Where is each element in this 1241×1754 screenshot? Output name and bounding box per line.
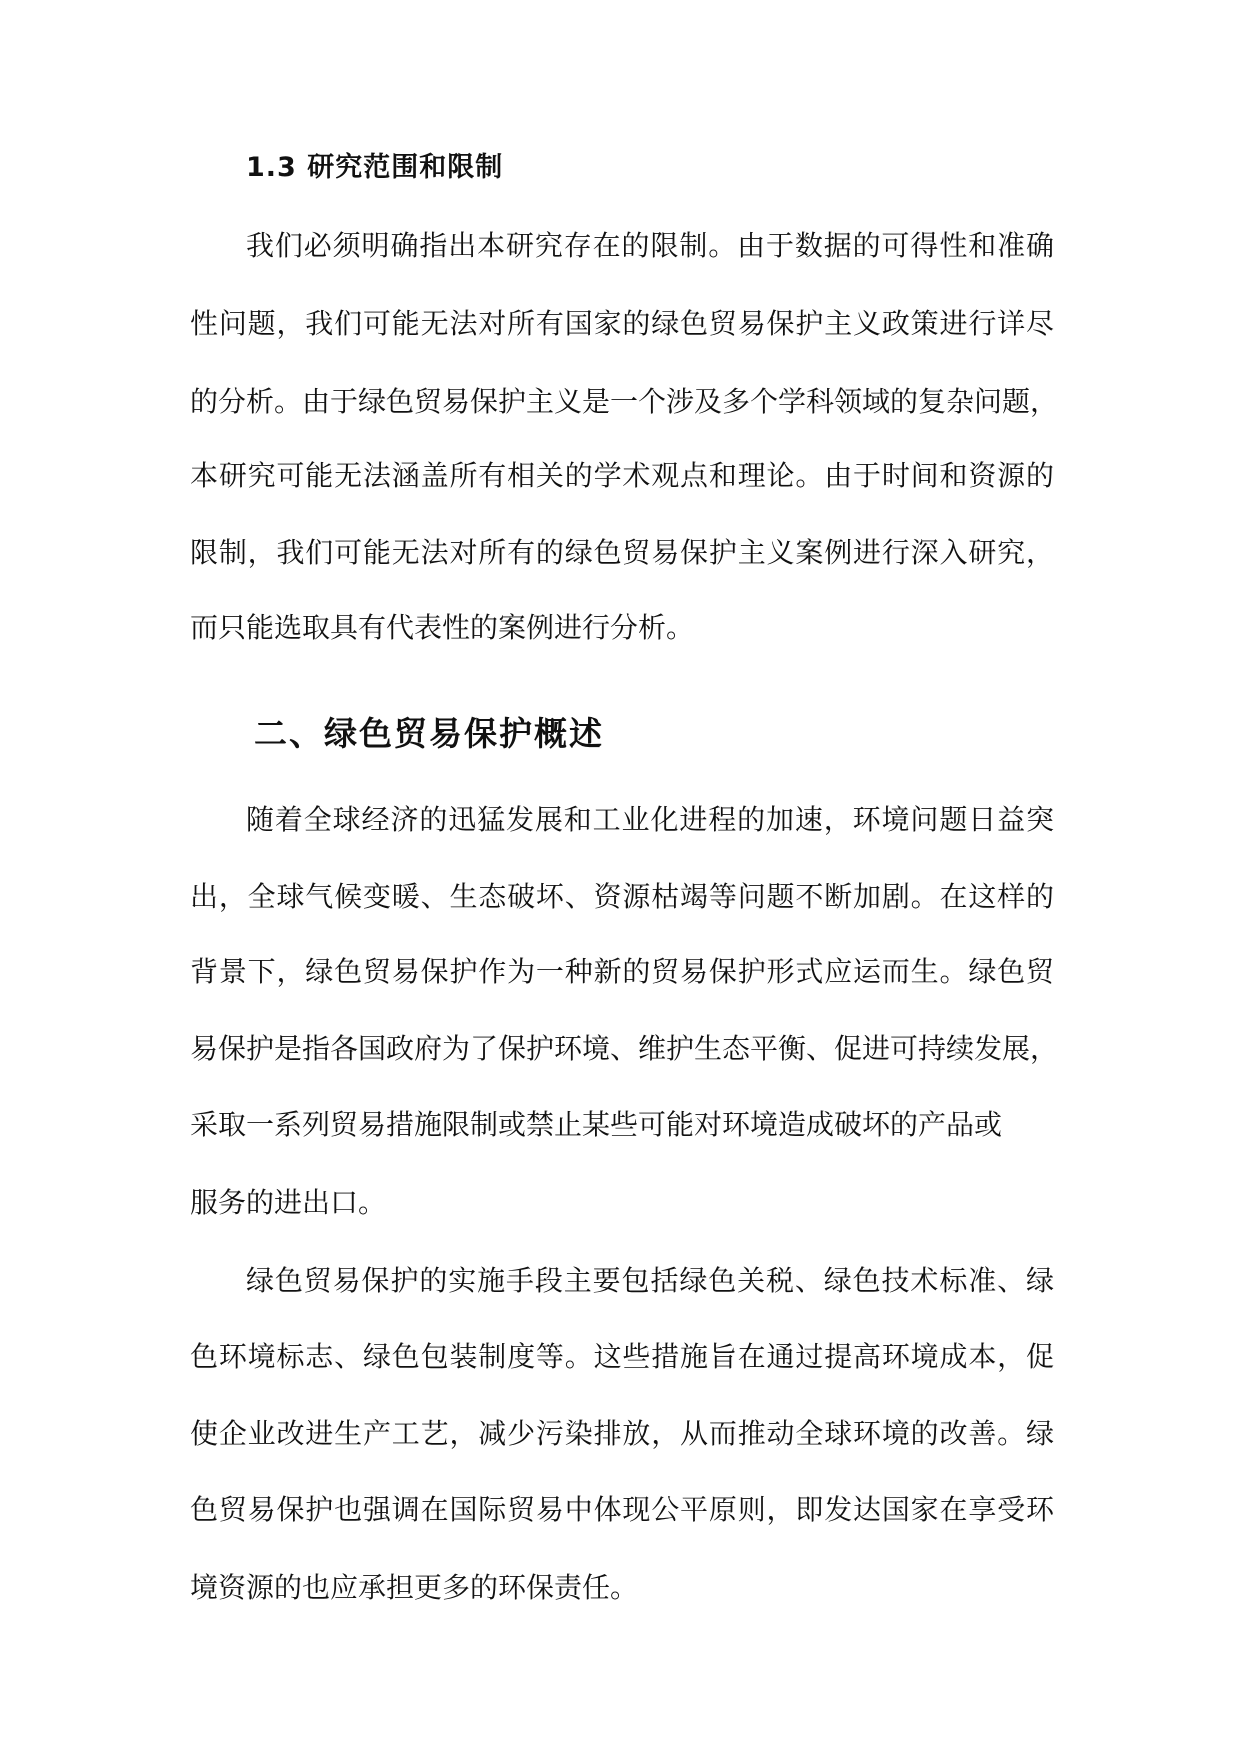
paragraph-line: 采取一系列贸易措施限制或禁止某些可能对环境造成破坏的产品或 [190, 1108, 1003, 1141]
paragraph-line: 性问题，我们可能无法对所有国家的绿色贸易保护主义政策进行详尽 [190, 307, 1054, 340]
paragraph-line: 易保护是指各国政府为了保护环境、维护生态平衡、促进可持续发展， [190, 1032, 1059, 1065]
paragraph-line: 的分析。由于绿色贸易保护主义是一个涉及多个学科领域的复杂问题， [190, 385, 1059, 418]
chapter-heading-2: 二、绿色贸易保护概述 [254, 714, 604, 753]
paragraph-line: 色环境标志、绿色包装制度等。这些措施旨在通过提高环境成本，促 [190, 1340, 1054, 1373]
paragraph-line: 出，全球气候变暖、生态破坏、资源枯竭等问题不断加剧。在这样的 [190, 880, 1054, 913]
paragraph-line: 限制，我们可能无法对所有的绿色贸易保护主义案例进行深入研究， [190, 536, 1054, 569]
paragraph-line-last: 而只能选取具有代表性的案例进行分析。 [190, 611, 695, 644]
paragraph-line-last: 服务的进出口。 [190, 1186, 387, 1219]
section-heading-1-3: 1.3 研究范围和限制 [246, 152, 504, 183]
paragraph-line: 色贸易保护也强调在国际贸易中体现公平原则，即发达国家在享受环 [190, 1493, 1054, 1526]
paragraph-line: 随着全球经济的迅猛发展和工业化进程的加速，环境问题日益突 [246, 803, 1054, 836]
paragraph-line: 我们必须明确指出本研究存在的限制。由于数据的可得性和准确 [246, 229, 1054, 262]
paragraph-line-last: 境资源的也应承担更多的环保责任。 [190, 1571, 639, 1604]
paragraph-line: 背景下，绿色贸易保护作为一种新的贸易保护形式应运而生。绿色贸 [190, 955, 1054, 988]
paragraph-line: 本研究可能无法涵盖所有相关的学术观点和理论。由于时间和资源的 [190, 459, 1054, 492]
paragraph-line: 使企业改进生产工艺，减少污染排放，从而推动全球环境的改善。绿 [190, 1417, 1054, 1450]
paragraph-line: 绿色贸易保护的实施手段主要包括绿色关税、绿色技术标准、绿 [246, 1264, 1054, 1297]
